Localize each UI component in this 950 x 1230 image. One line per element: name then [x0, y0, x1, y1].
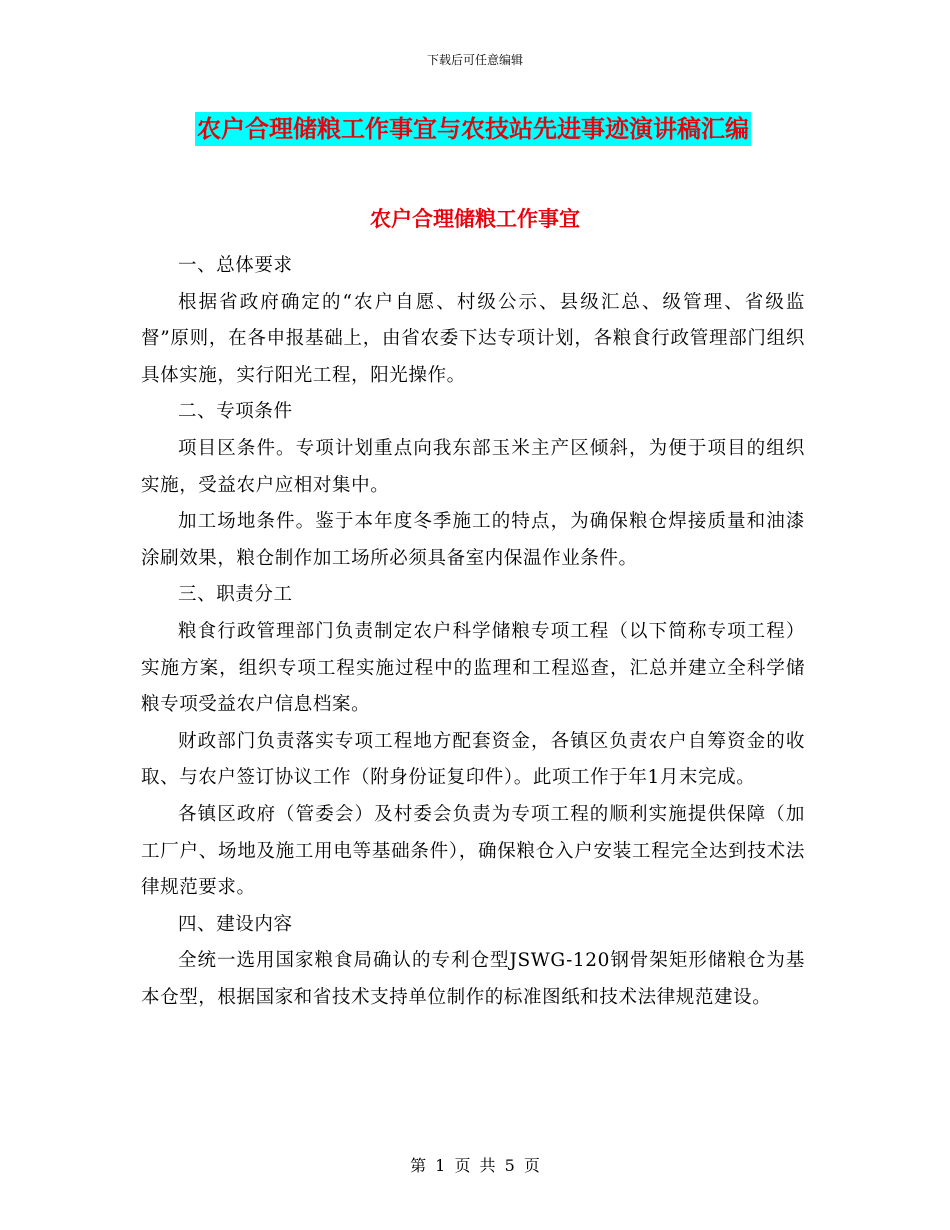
section-title: 农户合理储粮工作事宜	[370, 207, 580, 231]
paragraph-silo-type: 全统一选用国家粮食局确认的专利仓型JSWG-120钢骨架矩形储粮仓为基本仓型，根据国家和省技术支持单位制作的标准图纸和技术法律规范建设。	[141, 950, 805, 1008]
header-note: 下载后可任意编辑	[426, 53, 523, 67]
paragraph-project-area: 项目区条件。专项计划重点向我东部玉米主产区倾斜，为便于项目的组织实施，受益农户应相对集中。	[141, 437, 805, 496]
heading-construction-content: 四、建设内容	[178, 913, 293, 935]
paragraph-town-government: 各镇区政府（管委会）及村委会负责为专项工程的顺利实施提供保障（加工厂户、场地及施工用电等基础条件），确保粮仓入户安装工程完全达到技术法律规范要求。	[141, 803, 805, 899]
page-number-footer: 第 1 页 共 5 页	[410, 1156, 540, 1175]
paragraph-processing-site: 加工场地条件。鉴于本年度冬季施工的特点，为确保粮仓焊接质量和油漆涂刷效果，粮仓制作加工场所必须具备室内保温作业条件。	[141, 511, 805, 569]
heading-special-conditions: 二、专项条件	[178, 401, 293, 423]
paragraph-finance: 财政部门负责落实专项工程地方配套资金，各镇区负责农户自筹资金的收取、与农户签订协议工作（附身份证复印件）。此项工作于年1月末完成。	[141, 730, 805, 789]
paragraph-grain-admin: 粮食行政管理部门负责制定农户科学储粮专项工程（以下简称专项工程）实施方案，组织专项工程实施过程中的监理和工程巡查，汇总并建立全科学储粮专项受益农户信息档案。	[141, 620, 805, 716]
document-body	[141, 248, 805, 1016]
document-main-title: 农户合理储粮工作事宜与农技站先进事迹演讲稿汇编	[195, 112, 751, 146]
paragraph-principles: 根据省政府确定的“农户自愿、村级公示、县级汇总、级管理、省级监督”原则，在各申报基础上，由省农委下达专项计划，各粮食行政管理部门组织具体实施，实行阳光工程，阳光操作。	[141, 291, 805, 386]
heading-responsibilities: 三、职责分工	[178, 584, 293, 606]
heading-general-requirements: 一、总体要求	[178, 255, 293, 276]
